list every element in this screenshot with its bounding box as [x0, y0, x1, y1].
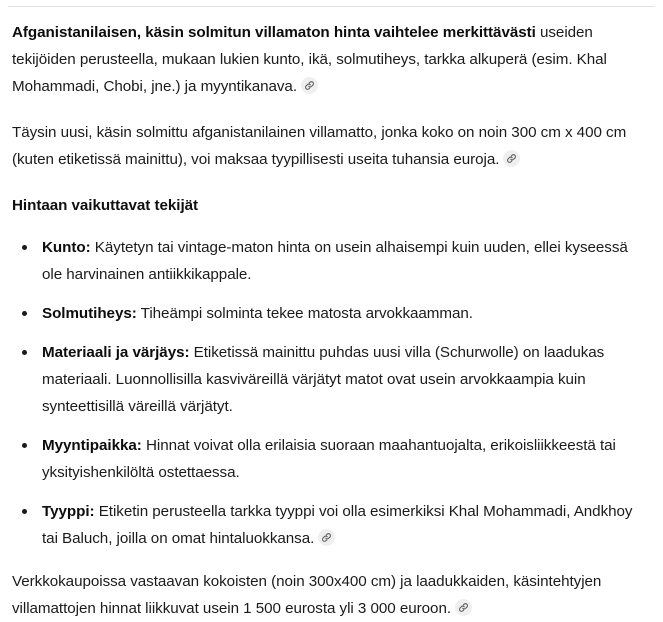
citation-link-icon[interactable] — [503, 150, 520, 167]
factor-list — [12, 234, 649, 552]
price-example-after: . — [495, 151, 500, 168]
price-example-paragraph — [12, 119, 649, 173]
bullet-icon — [22, 443, 27, 448]
factor-term: Solmutiheys: — [42, 305, 137, 322]
bullet-icon — [22, 311, 27, 316]
answer-content — [0, 7, 663, 622]
bullet-icon — [22, 245, 27, 250]
list-item — [12, 300, 649, 327]
citation-link-icon[interactable] — [455, 599, 472, 616]
factor-text: Etiketissä mainittu puhdas uusi villa (Schurwolle) on laadukas materiaali. Luonnollisilla kasviväreillä värjätyt matot ovat usein arvokkaampia kuin synteettisillä väreillä värjätyt. — [42, 344, 605, 415]
list-item — [12, 234, 649, 288]
citation-link-icon[interactable] — [318, 529, 335, 546]
price-example-strong: tyypillisesti useita tuhansia euroja — [271, 151, 496, 168]
ai-answer-panel — [0, 6, 663, 617]
factor-text: Etiketin perusteella tarkka tyyppi voi olla esimerkiksi Khal Mohammadi, Andkhoy tai Baluch, joilla on omat hintaluokkansa. — [42, 503, 633, 547]
list-item — [12, 498, 649, 552]
intro-rest: useiden tekijöiden perusteella, mukaan lukien kunto, ikä, solmutiheys, tarkka alkuperä (esim. Khal Mohammadi, Chobi, jne.) ja myyntikanava. — [12, 24, 607, 95]
list-item — [12, 339, 649, 420]
factor-text: Käytetyn tai vintage-maton hinta on usein alhaisempi kuin uuden, ellei kyseessä ole harvinainen antiikkikappale. — [42, 239, 628, 283]
section-heading: Hintaan vaikuttavat tekijät — [12, 197, 199, 214]
factor-text: Hinnat voivat olla erilaisia suoraan maahantuojalta, erikoisliikkeestä tai yksityishenkilöltä ostettaessa. — [42, 437, 616, 481]
intro-paragraph — [12, 19, 649, 100]
marketplace-paragraph — [12, 568, 649, 622]
citation-link-icon[interactable] — [301, 77, 318, 94]
list-item — [12, 432, 649, 486]
factor-term: Myyntipaikka: — [42, 437, 142, 454]
factor-term: Tyyppi: — [42, 503, 95, 520]
factor-text: Tiheämpi solminta tekee matosta arvokkaamman. — [136, 305, 473, 322]
price-example-before: Täysin uusi, käsin solmittu afganistanilainen villamatto, jonka koko on noin 300 cm x 400 cm (kuten etiketissä mainittu), voi maksaa — [12, 124, 627, 168]
marketplace-strong: 1 500 eurosta yli 3 000 euroon — [243, 600, 447, 617]
intro-strong-lead: Afganistanilaisen, käsin solmitun villamaton hinta vaihtelee merkittävästi — [12, 24, 536, 41]
bullet-icon — [22, 350, 27, 355]
bullet-icon — [22, 509, 27, 514]
factor-term: Materiaali ja värjäys: — [42, 344, 190, 361]
marketplace-before: Verkkokaupoissa vastaavan kokoisten (noin 300x400 cm) ja laadukkaiden, käsintehtyjen villamattojen hinnat liikkuvat usein — [12, 573, 602, 617]
marketplace-after: . — [446, 600, 452, 617]
factor-term: Kunto: — [42, 239, 91, 256]
